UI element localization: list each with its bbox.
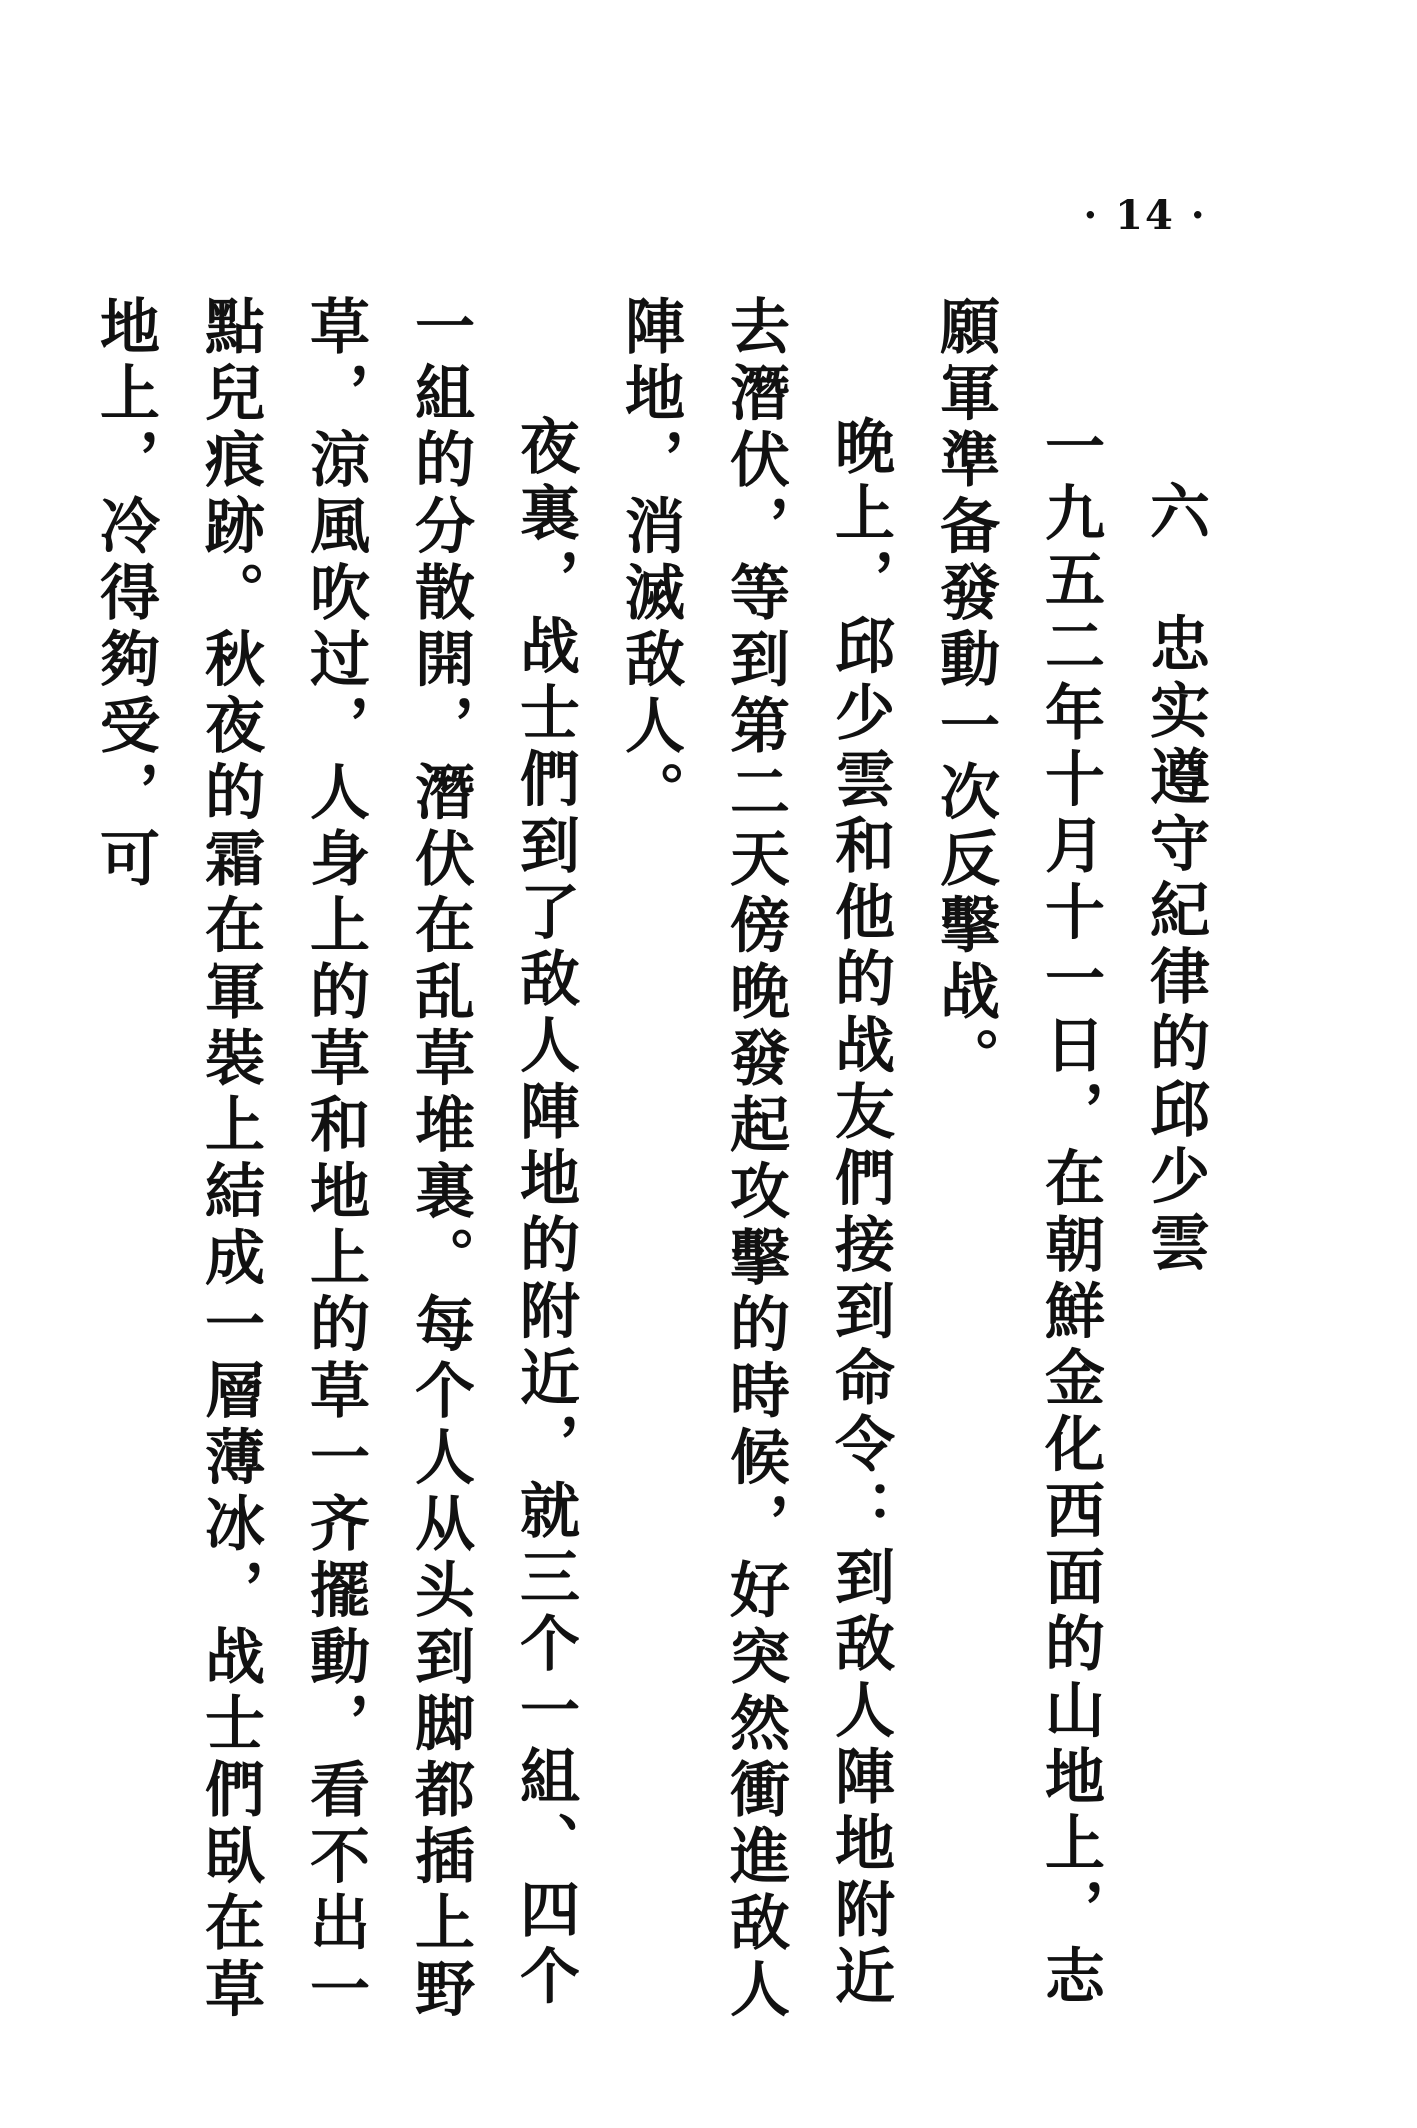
paragraph: 一九五二年十月十一日，在朝鮮金化西面的山地上，志願軍準备發動一次反擊战。 <box>930 295 1105 2011</box>
chapter-heading <box>1122 295 1227 2055</box>
page-body <box>90 295 1227 2055</box>
chapter-title: 忠实遵守紀律的邱少雲 <box>1140 612 1210 1278</box>
paragraph: 晚上，邱少雲和他的战友們接到命令：到敌人陣地附近去潛伏，等到第二天傍晚發起攻擊的時候，好突然衝進敌人陣地，消滅敌人。 <box>615 295 895 2024</box>
paragraph: 夜裏，战士們到了敌人陣地的附近，就三个一組、四个一組的分散開，潛伏在乱草堆裏。每个人从头到脚都插上野草，涼風吹过，人身上的草和地上的草一齐擺動，看不出一點兒痕跡。秋夜的霜在軍裝上結成一層薄冰，战士們臥在草地上，冷得夠受，可 <box>90 295 580 2024</box>
chapter-number: 六 <box>1140 480 1210 547</box>
page-number: · 14 · <box>1083 192 1207 239</box>
